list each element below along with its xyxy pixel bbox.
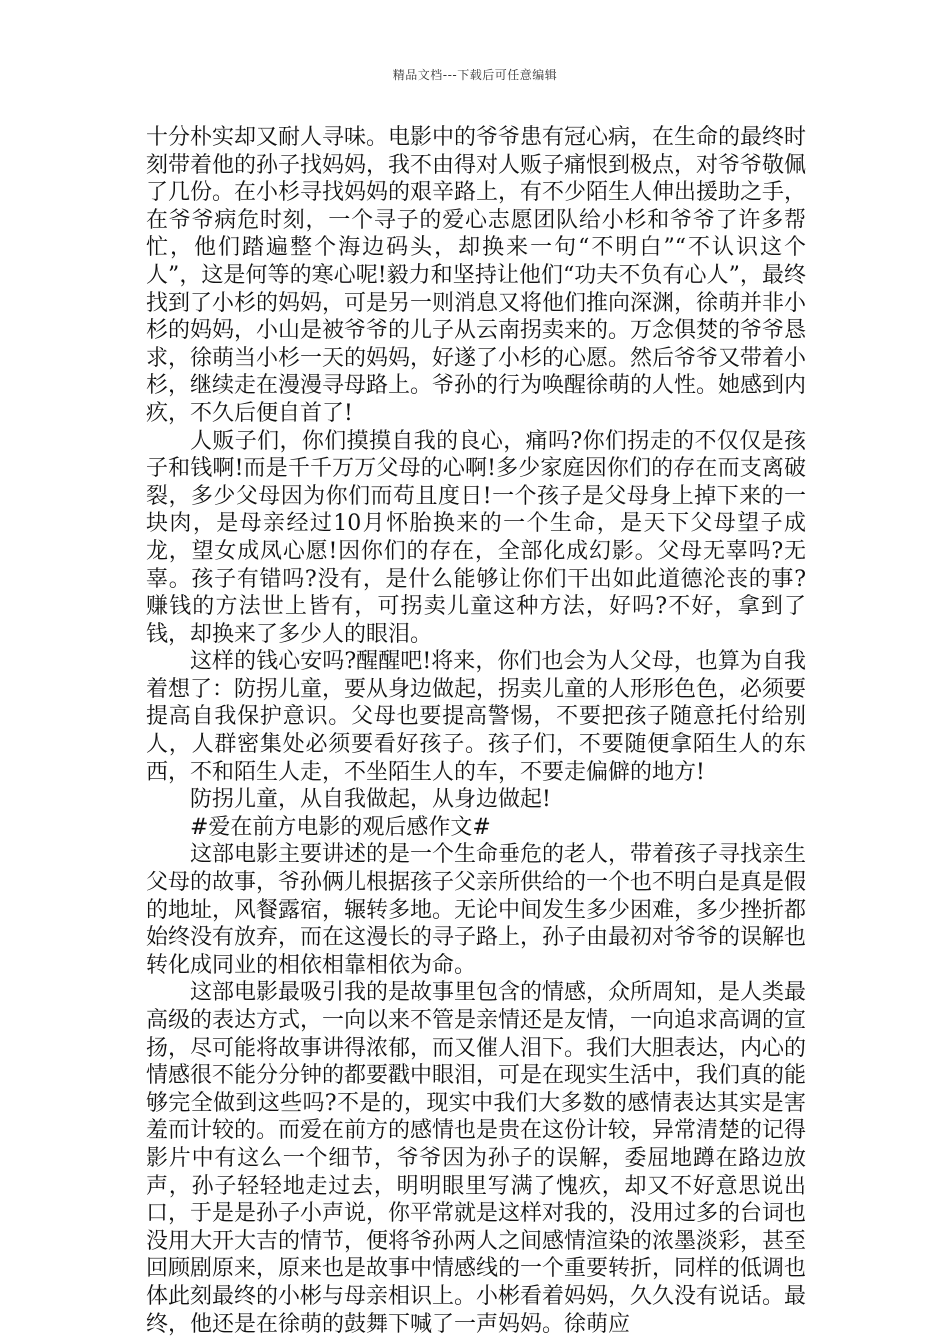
paragraph-2: 人贩子们，你们摸摸自我的良心，痛吗?你们拐走的不仅仅是孩子和钱啊!而是千千万万父母的心啊!多少家庭因你们的存在而支离破裂，多少父母因为你们而苟且度日!一个孩子是父母身上掉下来的一块肉，是母亲经过10月怀胎换来的一个生命，是天下父母望子成龙，望女成凤心愿!因你们的存在，全部化成幻影。父母无辜吗?无辜。孩子有错吗?没有，是什么能够让你们干出如此道德沦丧的事?赚钱的方法世上皆有，可拐卖儿童这种方法，好吗?不好，拿到了钱，却换来了多少人的眼泪。 [146, 428, 806, 647]
document-body [146, 124, 806, 1338]
section-heading: #爱在前方电影的观后感作文# [190, 814, 491, 840]
paragraph-1: 十分朴实却又耐人寻味。电影中的爷爷患有冠心病，在生命的最终时刻带着他的孙子找妈妈，我不由得对人贩子痛恨到极点，对爷爷敬佩了几份。在小杉寻找妈妈的艰辛路上，有不少陌生人伸出援助之手，在爷爷病危时刻，一个寻子的爱心志愿团队给小杉和爷爷了许多帮忙，他们踏遍整个海边码头，却换来一句“不明白”“不认识这个人”，这是何等的寒心呢!毅力和坚持让他们“功夫不负有心人”，最终找到了小杉的妈妈，可是另一则消息又将他们推向深渊，徐萌并非小杉的妈妈，小山是被爷爷的儿子从云南拐卖来的。万念俱焚的爷爷恳求，徐萌当小杉一天的妈妈，好遂了小杉的心愿。然后爷爷又带着小杉，继续走在漫漫寻母路上。爷孙的行为唤醒徐萌的人性。她感到内疚，不久后便自首了! [146, 125, 807, 426]
paragraph-6: 这部电影最吸引我的是故事里包含的情感，众所周知，是人类最高级的表达方式，一向以来不管是亲情还是友情，一向追求高调的宣扬，尽可能将故事讲得浓郁，而又催人泪下。我们大胆表达，内心的情感很不能分分钟的都要戳中眼泪，可是在现实生活中，我们真的能够完全做到这些吗?不是的，现实中我们大多数的感情表达其实是害羞而计较的。而爱在前方的感情也是贵在这份计较，异常清楚的记得影片中有这么一个细节，爷爷因为孙子的误解，委屈地蹲在路边放声，孙子轻轻地走过去，明明眼里写满了愧疚，却又不好意思说出口，于是是孙子小声说，你平常就是这样对我的，没用过多的台词也没用大开大吉的情节，便将爷孙两人之间感情渲染的浓墨淡彩，甚至回顾剧原来，原来也是故事中情感线的一个重要转折，同样的低调也体此刻最终的小彬与母亲相识上。小彬看着妈妈，久久没有说话。最终，他还是在徐萌的鼓舞下喊了一声妈妈。徐萌应 [146, 980, 807, 1337]
paragraph-4: 防拐儿童，从自我做起，从身边做起! [190, 787, 551, 813]
running-header: 精品文档---下载后可任意编辑 [392, 68, 558, 82]
paragraph-3: 这样的钱心安吗?醒醒吧!将来，你们也会为人父母，也算为自我着想了：防拐儿童，要从身边做起，拐卖儿童的人形形色色，必须要提高自我保护意识。父母也要提高警惕，不要把孩子随意托付给别人，人群密集处必须要看好孩子。孩子们，不要随便拿陌生人的东西，不和陌生人走，不坐陌生人的车，不要走偏僻的地方! [146, 649, 807, 785]
paragraph-5: 这部电影主要讲述的是一个生命垂危的老人，带着孩子寻找亲生父母的故事，爷孙俩儿根据孩子父亲所供给的一个也不明白是真是假的地址，风餐露宿，辗转多地。无论中间发生多少困难，多少挫折都始终没有放弃，而在这漫长的寻子路上，孙子由最初对爷爷的误解也转化成同业的相依相靠相依为命。 [146, 842, 807, 978]
